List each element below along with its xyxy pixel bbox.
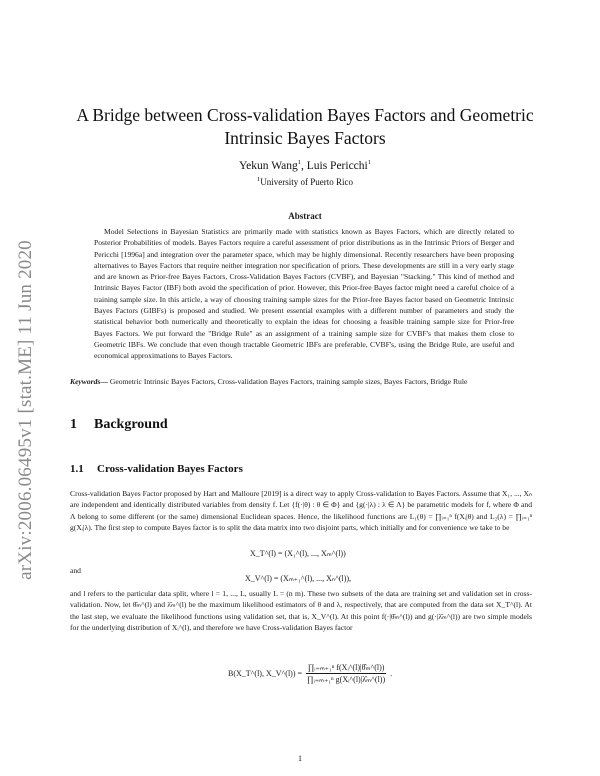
affil-mark: 1	[257, 176, 261, 183]
body-paragraph: Cross-validation Bayes Factor proposed by Hart and Malloure [2019] is a direct way to apply Cross-validation to Bayes Factors. Assume that X₁, ..., Xₙ are independent and identically distributed variables from density f. Let {f(·|θ) : θ ∈ Φ} and {g(·|λ) : λ ∈ Λ} be parametric models for f, where Φ and Λ belong to some different (or the same) dimensional Euclidean spaces. Hence, the likelihood functions are L₁(θ) = ∏ᵢ₌₁ⁿ f(Xᵢ|θ) and L₂(λ) = ∏ᵢ₌₁ⁿ g(Xᵢ|λ). The first step to compute Bayes factor is to split the data matrix into two disjoint parts, which initially and for convenience we take to be	[70, 489, 532, 532]
author-separator: ,	[300, 160, 307, 172]
equation-lhs: B(X_T^(l), X_V^(l)) =	[228, 669, 303, 678]
abstract-heading: Abstract	[288, 211, 322, 221]
fraction-numerator: ∏ᵢ₌ₘ₊₁ⁿ f(Xᵢ^(l)|θ̂ₘ^(l))	[307, 663, 385, 672]
paper-title	[60, 104, 550, 150]
keywords	[70, 376, 532, 387]
equation-training-set: X_T^(l) = (X₁^(l), ..., Xₘ^(l))	[250, 549, 346, 558]
author-name: Luis Pericchi	[306, 160, 368, 172]
subsection-heading	[70, 463, 243, 475]
affiliation	[60, 177, 550, 187]
fraction-denominator: ∏ᵢ₌ₘ₊₁ⁿ g(Xᵢ^(l)|λ̂ₘ^(l))	[307, 675, 386, 684]
author-name: Yekun Wang	[239, 160, 298, 172]
body-paragraph: and l refers to the particular data split, where l = 1, ..., L, usually L = (n m). These two subsets of the data are training set and validation set in cross-validation. Now, let θ̂ₘ^(l) and λ̂ₘ^(l) be the maximum likelihood estimators of θ and λ, respectively, that are computed from the data set X_T^(l). At the last step, we evaluate the likelihood functions using validation set, that is, X_V^(l). At this point f(·|θ̂ₘ^(l)) and g(·|λ̂ₘ^(l)) are two simple models for the underlying distribution of Xᵢ^(l), and therefore we have Cross-validation Bayes factor	[70, 589, 532, 632]
equation-cvbf	[228, 663, 392, 684]
keywords-text: Geometric Intrinsic Bayes Factors, Cross-validation Bayes Factors, training sample sizes, Bayes Factors, Bridge Rule	[107, 377, 468, 386]
subsection-number: 1.1	[70, 463, 84, 475]
arxiv-id-text: arXiv:2006.06495v1 [stat.ME] 11 Jun 2020	[15, 240, 36, 580]
title-line-1: A Bridge between Cross-validation Bayes Factors and Geometric	[76, 105, 534, 125]
subsection-title: Cross-validation Bayes Factors	[97, 463, 243, 475]
equation-end: .	[390, 669, 393, 678]
keywords-label: Keywords—	[70, 377, 108, 386]
section-heading	[70, 417, 168, 433]
section-title: Background	[94, 417, 168, 432]
equation-fraction	[305, 663, 387, 684]
page-number: 1	[298, 754, 302, 763]
title-line-2: Intrinsic Bayes Factors	[224, 128, 386, 148]
author-list	[60, 160, 550, 172]
arxiv-identifier	[14, 200, 38, 620]
author-affil-mark: 1	[297, 159, 301, 167]
affil-name: University of Puerto Rico	[260, 177, 353, 187]
equation-validation-set: X_V^(l) = (Xₘ₊₁^(l), ..., Xₙ^(l)),	[245, 574, 352, 583]
body-paragraph: and	[70, 566, 81, 575]
abstract-text: Model Selections in Bayesian Statistics are primarily made with statistics known as Bayes Factors, which are directly related to Posterior Probabilities of models. Bayes Factors require a careful assessment of prior distributions as in the Intrinsic Priors of Berger and Pericchi [1996a] and integration over the parameter space, which may be highly dimensional. Recently researchers have been proposing alternatives to Bayes Factors that require neither integration nor specification of priors. These developments are still in a very early stage and are known as Prior-free Bayes Factors, Cross-Validation Bayes Factors (CVBF), and Bayesian "Stacking." This kind of method and Intrinsic Bayes Factor (IBF) both avoid the specification of prior. However, this Prior-free Bayes factor might need a careful choice of a training sample size. In this article, a way of choosing training sample sizes for the Prior-free Bayes factor based on Geometric Intrinsic Bayes Factors (GIBFs) is proposed and studied. We present essential examples with a different number of parameters and study the statistical behavior both numerically and theoretically to explain the ideas for choosing a feasible training sample size for Prior-free Bayes Factors. We put forward the "Bridge Rule" as an assignment of a training sample size for CVBF's that makes them close to Geometric IBFs. We conclude that even though tractable Geometric IBFs are preferable, CVBF's, using the Bridge Rule, are useful and economical approximations to Bayes Factors.	[94, 227, 514, 361]
section-number: 1	[70, 417, 77, 432]
author-affil-mark: 1	[367, 159, 371, 167]
